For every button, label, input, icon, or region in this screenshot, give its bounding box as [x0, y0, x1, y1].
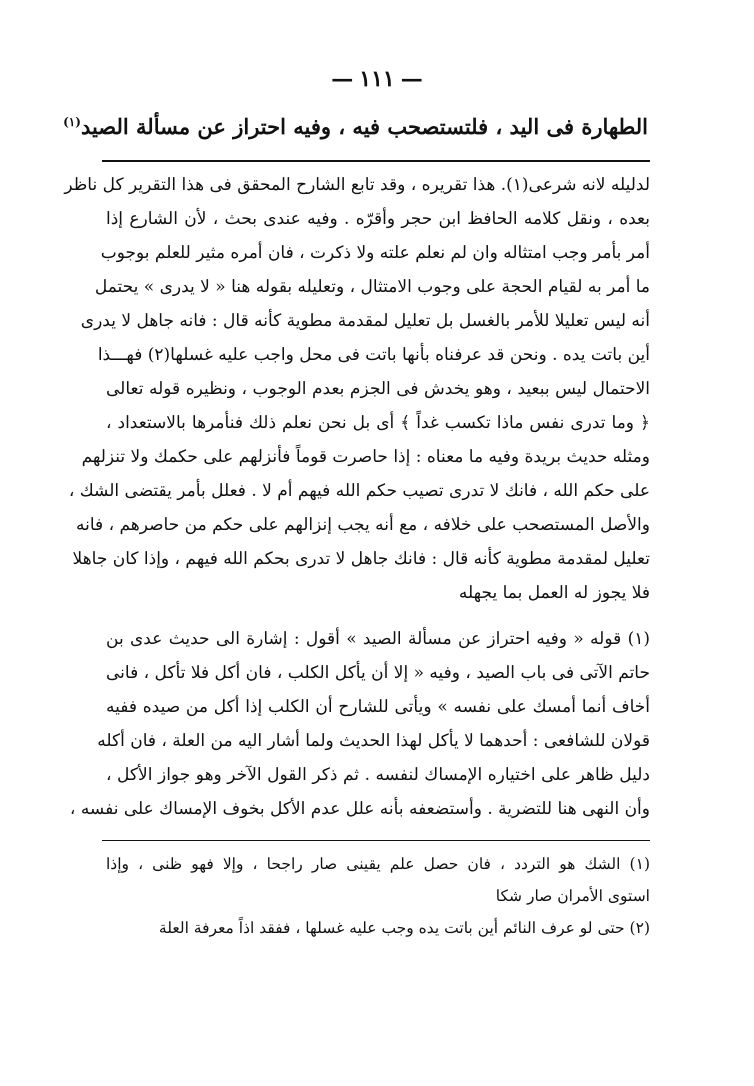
page-number-dash-left: —: [400, 66, 423, 92]
commentary-line: دليل ظاهر على اختياره الإمساك لنفسه . ثم ذكر القول الآخر وهو جواز الأكل ،: [106, 765, 650, 785]
running-header-note-marker: (١): [63, 115, 81, 129]
commentary-line: حاتم الآتى فى باب الصيد ، وفيه « إلا أن يأكل الكلب ، فان أكل فلا تأكل ، فانى: [106, 663, 650, 683]
page-number: [0, 66, 754, 92]
main-text-line: فلا يجوز له العمل بما يجهله: [458, 583, 650, 603]
commentary-line: (١) قوله « وفيه احتراز عن مسألة الصيد » أقول : إشارة الى حديث عدى بن: [106, 629, 650, 649]
main-text-line: ما أمر به لقيام الحجة على وجوب الامتثال ، وتعليله بقوله هنا « لا يدرى » يحتمل: [94, 277, 650, 297]
main-text-line: ﴿ وما تدرى نفس ماذا تكسب غداً ﴾ أى بل نحن نعلم ذلك فنأمرها بالاستعداد ،: [106, 413, 650, 433]
footnote-line: (١) الشك هو التردد ، فان حصل علم يقينى صار راجحا ، وإلا فهو ظنى ، وإذا: [106, 855, 650, 873]
running-header-text: الطهارة فى اليد ، فلتستصحب فيه ، وفيه احتراز عن مسألة الصيد: [80, 114, 648, 139]
main-text-line: والأصل المستصحب على خلافه ، مع أنه يجب إنزالهم على حكم من حاصرهم ، فانه: [76, 515, 650, 535]
main-text: [64, 168, 650, 610]
footnotes: [106, 848, 650, 944]
commentary-line: وأن النهى هنا للتضرية . وأستضعفه بأنه علل عدم الأكل بخوف الإمساك على نفسه ،: [69, 799, 650, 819]
footnote-1: [106, 848, 650, 912]
page-number-value: ١١١: [359, 66, 395, 92]
main-text-line: أمر بأمر وجب امتثاله وان لم نعلم علته ولا ذكرت ، فان أمره مثير للعلم بوجوب: [100, 243, 650, 263]
page-number-dash-right: —: [331, 66, 354, 92]
header-rule: [102, 160, 650, 162]
main-text-line: على حكم الله ، فانك لا تدرى تصيب حكم الله فيهم أم لا . فعلل بأمر يقتضى الشك ،: [68, 481, 650, 501]
main-text-line: لدليله لانه شرعى(١). هذا تقريره ، وقد تابع الشارح المحقق فى هذا التقرير كل ناظر: [64, 175, 650, 195]
running-header: [63, 110, 648, 144]
commentary-line: أخاف أنما أمسك على نفسه » ويأتى للشارح أن الكلب إذا أكل من صيده ففيه: [106, 697, 650, 717]
main-text-line: بعده ، ونقل كلامه الحافظ ابن حجر وأقرّه . وفيه عندى بحث ، لأن الشارع إذا: [106, 209, 650, 229]
commentary-line: قولان للشافعى : أحدهما لا يأكل لهذا الحديث ولما أشار اليه من العلة ، فان أكله: [97, 731, 650, 751]
main-text-line: أين باتت يده . ونحن قد عرفناه بأنها باتت فى محل واجب عليه غسلها(٢) فهـــذا: [97, 345, 650, 365]
footnote-line: استوى الأمران صار شكا: [495, 887, 650, 905]
commentary-note: [69, 622, 650, 826]
footnote-line: (٢) حتى لو عرف النائم أين باتت يده وجب عليه غسلها ، ففقد اذاً معرفة العلة: [158, 919, 650, 937]
footnote-rule: [102, 840, 650, 841]
footnote-2: [106, 912, 650, 944]
main-text-line: أنه ليس تعليلا للأمر بالغسل بل تعليل لمقدمة مطوية كأنه قال : فانه جاهل لا يدرى: [80, 311, 650, 331]
main-text-line: تعليل لمقدمة مطوية كأنه قال : فانك جاهل لا تدرى بحكم الله فيهم ، وإذا كان جاهلا: [72, 549, 650, 569]
main-text-line: الاحتمال ليس ببعيد ، وهو يخدش فى الجزم بعدم الوجوب ، ونظيره قوله تعالى: [106, 379, 650, 399]
main-text-line: ومثله حديث بريدة وفيه ما معناه : إذا حاصرت قوماً فأنزلهم على حكمك ولا تنزلهم: [81, 447, 650, 467]
